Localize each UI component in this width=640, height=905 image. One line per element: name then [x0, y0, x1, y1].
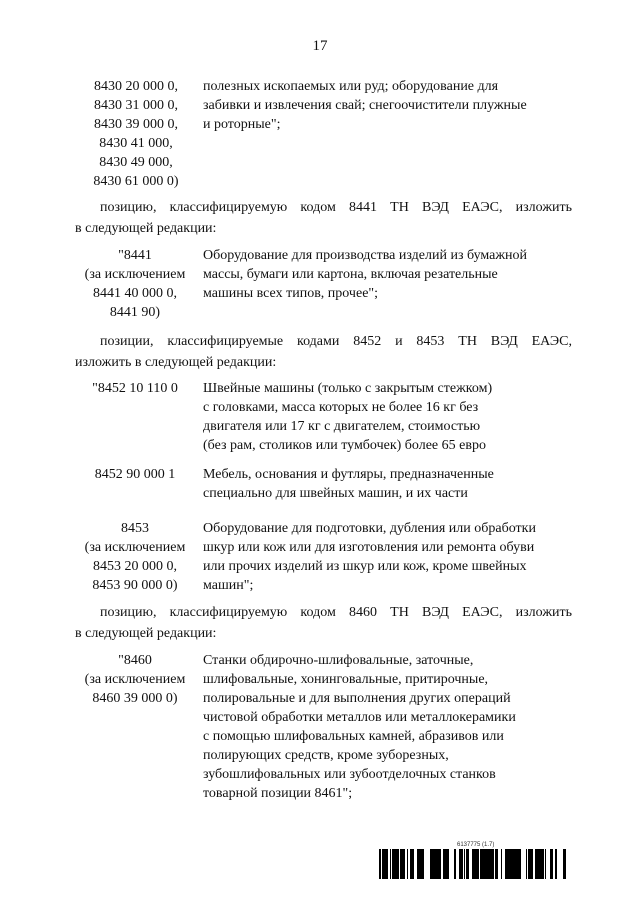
- tariff-code-cell: [76, 651, 194, 708]
- description-line: забивки и извлечения свай; снегоочистители плужные: [203, 98, 527, 113]
- page-number: 17: [312, 38, 328, 54]
- description-line: двигателя или 17 кг с двигателем, стоимостью: [203, 419, 481, 434]
- description-line: товарной позиции 8461";: [203, 786, 353, 801]
- description-line: и роторные";: [203, 117, 281, 132]
- description-line: зубошлифовальных или зубоотделочных станков: [203, 767, 496, 782]
- amendment-paragraph: [75, 197, 572, 239]
- tariff-code-line: "8460: [118, 653, 152, 668]
- paragraph-line: позицию, классифицируемую кодом 8441 ТН ВЭД ЕАЭС, изложить: [100, 200, 572, 215]
- description-line: Оборудование для подготовки, дубления или обработки: [203, 521, 536, 536]
- description-line: Станки обдирочно-шлифовальные, заточные,: [203, 653, 474, 668]
- description-line: полировальные и для выполнения других операций: [203, 691, 511, 706]
- paragraph-line: в следующей редакции:: [75, 626, 217, 641]
- description-line: или прочих изделий из шкур или кож, кроме швейных: [203, 559, 527, 574]
- tariff-description: [203, 519, 536, 595]
- description-line: Швейные машины (только с закрытым стежком): [203, 381, 493, 396]
- tariff-description: [203, 379, 492, 455]
- description-line: полирующих средств, кроме зуборезных,: [203, 748, 449, 763]
- description-line: машины всех типов, прочее";: [203, 286, 379, 301]
- tariff-code-line: 8460 39 000 0): [92, 691, 178, 706]
- tariff-description: [203, 651, 516, 803]
- tariff-code-line: 8452 90 000 1: [94, 467, 176, 482]
- description-line: с помощью шлифовальных камней, абразивов или: [203, 729, 504, 744]
- description-line: специально для швейных машин, и их части: [203, 486, 468, 501]
- tariff-description: [203, 246, 527, 303]
- tariff-code-cell: [80, 77, 192, 191]
- description-line: шкур или кож или для изготовления или ремонта обуви: [203, 540, 535, 555]
- tariff-code-line: (за исключением: [84, 672, 186, 687]
- tariff-code-line: 8430 61 000 0): [93, 174, 179, 189]
- description-line: машин";: [203, 578, 254, 593]
- tariff-code-line: 8430 31 000 0,: [94, 98, 178, 113]
- tariff-code-line: "8452 10 110 0: [92, 381, 178, 396]
- tariff-code-line: (за исключением: [84, 540, 186, 555]
- description-line: шлифовальные, хонинговальные, притирочные,: [203, 672, 489, 687]
- description-line: массы, бумаги или картона, включая резательные: [203, 267, 498, 282]
- description-line: (без рам, столиков или тумбочек) более 65 евро: [203, 438, 486, 453]
- amendment-paragraph: [75, 331, 572, 373]
- tariff-code-cell: [76, 379, 194, 398]
- tariff-description: [203, 77, 527, 134]
- description-line: Оборудование для производства изделий из бумажной: [203, 248, 528, 263]
- tariff-code-cell: [76, 519, 194, 595]
- description-line: с головками, масса которых не более 16 кг без: [203, 400, 479, 415]
- description-line: чистовой обработки металлов или металлокерамики: [203, 710, 516, 725]
- tariff-code-line: "8441: [118, 248, 152, 263]
- tariff-code-line: 8453: [121, 521, 149, 536]
- tariff-code-line: 8430 20 000 0,: [94, 79, 178, 94]
- document-code: 6137775 (1.7): [457, 842, 495, 848]
- paragraph-line: в следующей редакции:: [75, 221, 217, 236]
- description-line: полезных ископаемых или руд; оборудование для: [203, 79, 499, 94]
- tariff-description: [203, 465, 494, 503]
- tariff-code-line: (за исключением: [84, 267, 186, 282]
- tariff-code-cell: [76, 246, 194, 322]
- barcode-image: [378, 849, 566, 879]
- tariff-code-cell: [76, 465, 194, 484]
- tariff-code-line: 8453 20 000 0,: [93, 559, 177, 574]
- tariff-code-line: 8430 39 000 0,: [94, 117, 178, 132]
- tariff-code-line: 8453 90 000 0): [92, 578, 178, 593]
- paragraph-line: изложить в следующей редакции:: [75, 355, 277, 370]
- tariff-code-line: 8430 41 000,: [99, 136, 173, 151]
- paragraph-line: позицию, классифицируемую кодом 8460 ТН ВЭД ЕАЭС, изложить: [100, 605, 572, 620]
- paragraph-line: позиции, классифицируемые кодами 8452 и 8453 ТН ВЭД ЕАЭС,: [100, 334, 572, 349]
- amendment-paragraph: [75, 602, 572, 644]
- tariff-code-line: 8441 40 000 0,: [93, 286, 177, 301]
- description-line: Мебель, основания и футляры, предназначенные: [203, 467, 494, 482]
- tariff-code-line: 8441 90): [109, 305, 161, 320]
- tariff-code-line: 8430 49 000,: [99, 155, 173, 170]
